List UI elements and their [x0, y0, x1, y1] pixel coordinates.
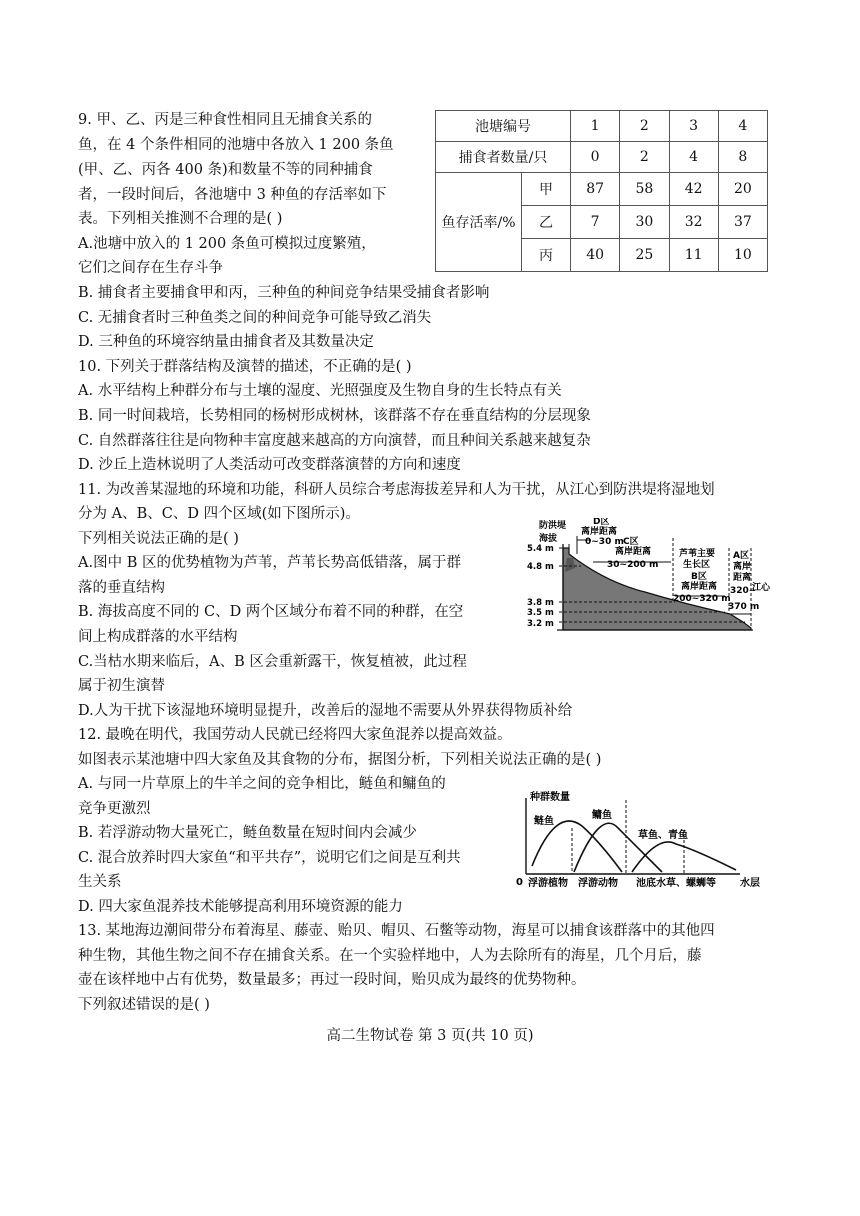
b-zone-label: B区	[691, 572, 707, 582]
pond-number-cell: 3	[669, 111, 718, 142]
d-distance-label: 离岸距离	[581, 527, 618, 537]
q9-option-a: A.池塘中放入的 1 200 条鱼可模拟过度繁殖，	[78, 236, 376, 252]
pond-number-header: 池塘编号	[436, 111, 571, 142]
fish-distribution-figure	[512, 788, 780, 894]
altitude-tick-label: 3.5 m	[527, 608, 554, 618]
q10-stem: 10. 下列关于群落结构及演替的描述，不正确的是( )	[78, 359, 412, 375]
q10-option-b: B. 同一时间栽培，长势相同的杨树形成树林，该群落不存在垂直结构的分层现象	[78, 408, 591, 424]
q11-stem-line: 11. 为改善某湿地的环境和功能，科研人员综合考虑海拔差异和人为干扰，从江心到防洪堤将湿地划	[78, 482, 715, 498]
q12-option-a: A. 与同一片草原上的牛羊之间的竞争相比，鲢鱼和鳙鱼的	[78, 776, 446, 792]
q11-option-c-cont: 属于初生演替	[78, 678, 165, 694]
q11-option-c: C.当枯水期来临后，A、B 区会重新露干，恢复植被，此过程	[78, 654, 467, 670]
q9-stem-line: 鱼，在 4 个条件相同的池塘中各放入 1 200 条鱼	[78, 137, 394, 153]
q10-option-a: A. 水平结构上种群分布与土壤的湿度、光照强度及生物自身的生长特点有关	[78, 383, 562, 399]
q11-option-a-cont: 落的垂直结构	[78, 580, 165, 596]
survival-cell: 10	[718, 239, 767, 272]
q11-option-a: A.图中 B 区的优势植物为芦苇，芦苇长势高低错落，属于群	[78, 555, 461, 571]
q13-stem-line: 壶在该样地中占有优势，数量最多；再过一段时间，贻贝成为最终的优势物种。	[78, 972, 586, 988]
survival-cell: 58	[620, 173, 669, 206]
x-category-label: 浮游植物	[528, 878, 568, 889]
q9-stem-line: 者，一段时间后，各池塘中 3 种鱼的存活率如下	[78, 187, 387, 203]
q9-stem-line: 9. 甲、乙、丙是三种食性相同且无捕食关系的	[78, 112, 372, 128]
altitude-label: 海拔	[539, 534, 558, 544]
q12-option-b: B. 若浮游动物大量死亡，鲢鱼数量在短时间内会减少	[78, 825, 417, 841]
survival-cell: 87	[571, 173, 620, 206]
q13-stem-line: 13. 某地海边潮间带分布着海星、藤壶、贻贝、帽贝、石鳖等动物，海星可以捕食该群落中的其他四	[78, 923, 715, 939]
q9-option-b: B. 捕食者主要捕食甲和丙，三种鱼的种间竞争结果受捕食者影响	[78, 285, 490, 301]
y-axis-label: 种群数量	[530, 792, 570, 803]
q12-option-c: C. 混合放养时四大家鱼“和平共存”，说明它们之间是互利共	[78, 850, 461, 866]
q9-stem-line: (甲、乙、丙各 400 条)和数量不等的同种捕食	[78, 162, 373, 178]
a-range-label: 320~	[730, 586, 757, 596]
levee-label: 防洪堤	[539, 521, 567, 531]
survival-cell: 20	[718, 173, 767, 206]
reed-zone-label: 芦苇主要	[679, 549, 716, 559]
a-range-label-2: 370 m	[728, 602, 760, 612]
c-zone-label: C区	[623, 537, 639, 547]
page-footer: 高二生物试卷 第 3 页(共 10 页)	[326, 1028, 534, 1044]
a-distance-label-2: 距离	[733, 573, 752, 583]
d-zone-label: D区	[593, 518, 610, 527]
grass-black-carp-label: 草鱼、青鱼	[638, 830, 688, 841]
origin-label: 0	[516, 877, 523, 888]
x-axis-label: 水层	[740, 878, 760, 889]
c-range-label: 30~200 m	[607, 560, 659, 570]
q12-stem-line: 如图表示某池塘中四大家鱼及其食物的分布，据图分析，下列相关说法正确的是( )	[78, 752, 602, 768]
q11-option-d: D.人为干扰下该湿地环境明显提升，改善后的湿地不需要从外界获得物质补给	[78, 703, 573, 719]
survival-cell: 7	[571, 206, 620, 239]
survival-cell: 11	[669, 239, 718, 272]
predator-count-cell: 8	[718, 142, 767, 173]
q13-stem-line: 下列叙述错误的是( )	[78, 997, 210, 1013]
survival-cell: 25	[620, 239, 669, 272]
fish-name-cell: 乙	[522, 206, 571, 239]
predator-count-header: 捕食者数量/只	[436, 142, 571, 173]
wetland-zone-figure	[525, 518, 780, 640]
altitude-tick-label: 3.2 m	[527, 619, 554, 629]
q11-option-b-cont: 间上构成群落的水平结构	[78, 629, 238, 645]
q11-stem-line: 下列相关说法正确的是( )	[78, 531, 239, 547]
q9-option-a-cont: 它们之间存在生存斗争	[78, 260, 223, 276]
survival-cell: 42	[669, 173, 718, 206]
survival-cell: 30	[620, 206, 669, 239]
survival-cell: 37	[718, 206, 767, 239]
q10-option-c: C. 自然群落往往是向物种丰富度越来越高的方向演替，而且种间关系越来越复杂	[78, 433, 591, 449]
q9-stem-line: 表。下列相关推测不合理的是( )	[78, 211, 283, 227]
bighead-carp-label: 鳙鱼	[592, 810, 612, 821]
x-category-label: 浮游动物	[578, 878, 618, 889]
predator-count-cell: 2	[620, 142, 669, 173]
silver-carp-label: 鲢鱼	[534, 816, 554, 827]
b-range-label: 200~320 m	[673, 594, 731, 604]
a-distance-label: 离岸	[733, 562, 752, 572]
fish-name-cell: 甲	[522, 173, 571, 206]
river-center-label: 江心	[752, 583, 771, 593]
altitude-tick-label: 5.4 m	[527, 544, 554, 554]
d-range-label: 0~30 m	[585, 537, 624, 547]
pond-number-cell: 2	[620, 111, 669, 142]
b-distance-label: 离岸距离	[681, 582, 718, 592]
q9-option-c: C. 无捕食者时三种鱼类之间的种间竞争可能导致乙消失	[78, 310, 432, 326]
q12-stem-line: 12. 最晚在明代，我国劳动人民就已经将四大家鱼混养以提高效益。	[78, 727, 512, 743]
predator-count-cell: 4	[669, 142, 718, 173]
c-distance-label: 离岸距离	[615, 547, 652, 557]
pond-number-cell: 1	[571, 111, 620, 142]
altitude-tick-label: 3.8 m	[527, 598, 554, 608]
survival-rate-header: 鱼存活率/%	[436, 173, 522, 272]
q12-option-c-cont: 生关系	[78, 874, 122, 890]
q13-stem-line: 种生物，其他生物之间不存在捕食关系。在一个实验样地中，人为去除所有的海星，几个月后，藤	[78, 948, 702, 964]
q11-stem-line: 分为 A、B、C、D 四个区域(如下图所示)。	[78, 506, 360, 522]
q12-option-a-cont: 竞争更激烈	[78, 801, 151, 817]
survival-cell: 32	[669, 206, 718, 239]
q10-option-d: D. 沙丘上造林说明了人类活动可改变群落演替的方向和速度	[78, 457, 461, 473]
predator-count-cell: 0	[571, 142, 620, 173]
pond-survival-table	[435, 110, 768, 272]
altitude-tick-label: 4.8 m	[527, 562, 554, 572]
x-category-label: 池底水草、螺蛳等	[636, 878, 716, 889]
q11-option-b: B. 海拔高度不同的 C、D 两个区域分布着不同的种群，在空	[78, 604, 464, 620]
q12-option-d: D. 四大家鱼混养技术能够提高利用环境资源的能力	[78, 899, 403, 915]
pond-number-cell: 4	[718, 111, 767, 142]
q9-option-d: D. 三种鱼的环境容纳量由捕食者及其数量决定	[78, 334, 374, 350]
a-zone-label: A区	[733, 551, 749, 561]
fish-name-cell: 丙	[522, 239, 571, 272]
survival-cell: 40	[571, 239, 620, 272]
reed-zone-label-2: 生长区	[683, 560, 711, 570]
